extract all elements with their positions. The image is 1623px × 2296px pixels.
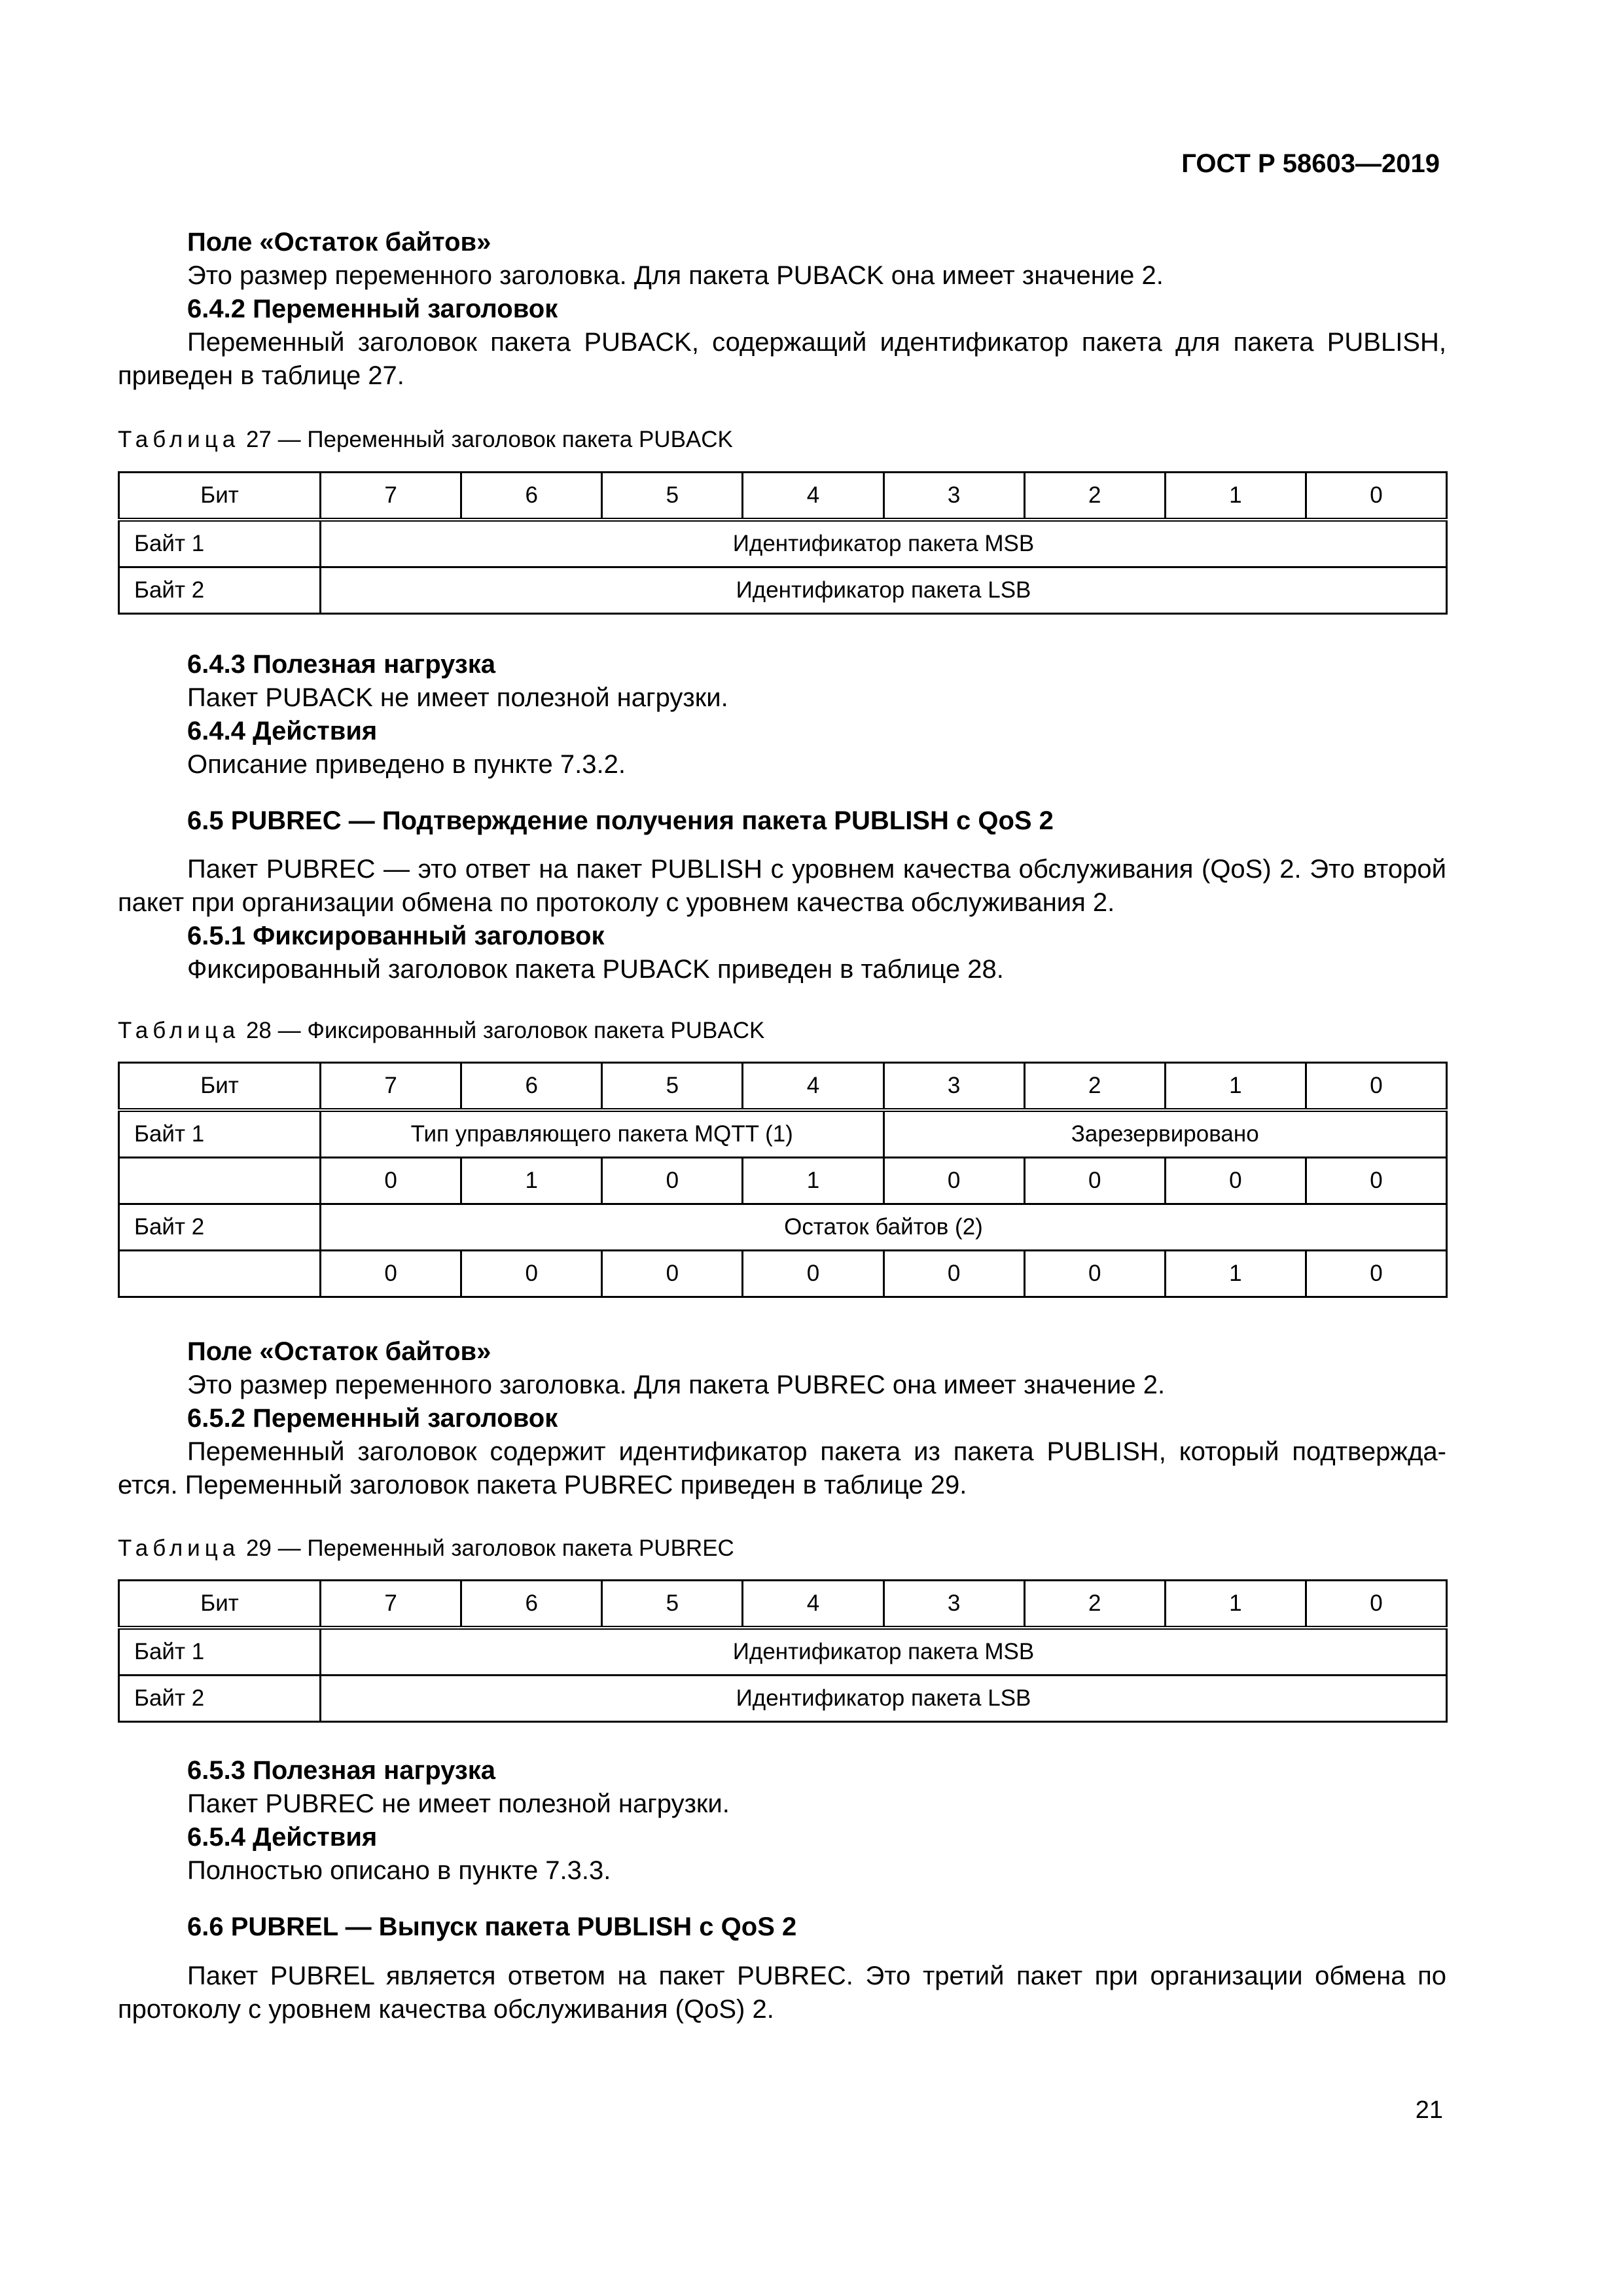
table-cell: 6 bbox=[461, 1581, 602, 1628]
table-cell: Байт 2 bbox=[119, 1676, 321, 1722]
section-6-5-heading: 6.5 PUBREC — Подтверждение получения пакета PUBLISH с QoS 2 bbox=[187, 806, 1054, 835]
section-6-4-3-heading: 6.4.3 Полезная нагрузка bbox=[187, 650, 495, 679]
table-27-caption-word: Таблица bbox=[118, 427, 240, 452]
table-cell: 2 bbox=[1024, 473, 1165, 520]
table-cell: Идентификатор пакета MSB bbox=[321, 520, 1447, 567]
section-6-5-1-heading: 6.5.1 Фиксированный заголовок bbox=[187, 922, 605, 950]
table-28-caption-text: 28 — Фиксированный заголовок пакета PUBACK bbox=[240, 1018, 765, 1043]
table-row bbox=[119, 1158, 1447, 1204]
table-cell: Байт 1 bbox=[119, 1628, 321, 1676]
table-28-caption bbox=[118, 1018, 764, 1044]
table-cell: 2 bbox=[1024, 1063, 1165, 1111]
section-6-4-2-text: Переменный заголовок пакета PUBACK, содержащий идентификатор пакета для пакета PUBLISH, приведен в таблице 27. bbox=[118, 328, 1446, 390]
table-cell: Байт 2 bbox=[119, 567, 321, 614]
page-number: 21 bbox=[1415, 2096, 1443, 2124]
table-row bbox=[119, 1581, 1447, 1628]
section-6-6-text: Пакет PUBREL является ответом на пакет PUBREC. Это третий пакет при организации обмена по протоколу с уровнем качества обслуживания (QoS) 2. bbox=[118, 1962, 1446, 2024]
table-cell: 0 bbox=[1024, 1158, 1165, 1204]
table-27 bbox=[118, 471, 1448, 615]
table-28-caption-word: Таблица bbox=[118, 1018, 240, 1043]
table-row bbox=[119, 1628, 1447, 1676]
section-6-5-3-heading: 6.5.3 Полезная нагрузка bbox=[187, 1756, 495, 1785]
table-cell: 0 bbox=[321, 1251, 461, 1297]
table-cell: 0 bbox=[743, 1251, 883, 1297]
table-cell: Тип управляющего пакета MQTT (1) bbox=[321, 1110, 884, 1158]
table-cell bbox=[119, 1158, 321, 1204]
section-6-4-4-text: Описание приведено в пункте 7.3.2. bbox=[187, 750, 626, 779]
table-cell: 0 bbox=[1306, 1158, 1446, 1204]
section-6-4-3-text: Пакет PUBACK не имеет полезной нагрузки. bbox=[187, 683, 728, 712]
table-cell: Идентификатор пакета MSB bbox=[321, 1628, 1447, 1676]
table-cell: 0 bbox=[1306, 473, 1446, 520]
field-remaining-bytes-text: Это размер переменного заголовка. Для пакета PUBACK она имеет значение 2. bbox=[187, 261, 1164, 290]
table-cell: 3 bbox=[883, 1063, 1024, 1111]
table-cell: 5 bbox=[602, 473, 743, 520]
table-29-caption-word: Таблица bbox=[118, 1535, 240, 1561]
table-cell: 4 bbox=[743, 473, 883, 520]
table-cell: 2 bbox=[1024, 1581, 1165, 1628]
table-29-caption bbox=[118, 1535, 734, 1562]
table-27-caption bbox=[118, 427, 733, 453]
table-cell: 0 bbox=[1306, 1581, 1446, 1628]
table-cell: 6 bbox=[461, 1063, 602, 1111]
table-cell: Бит bbox=[119, 1063, 321, 1111]
table-cell: 1 bbox=[1165, 1581, 1306, 1628]
section-6-4-2-heading: 6.4.2 Переменный заголовок bbox=[187, 295, 558, 323]
field-remaining-bytes-heading: Поле «Остаток байтов» bbox=[187, 228, 491, 257]
table-27-caption-text: 27 — Переменный заголовок пакета PUBACK bbox=[240, 427, 733, 452]
table-row bbox=[119, 1676, 1447, 1722]
document-code: ГОСТ Р 58603—2019 bbox=[1181, 149, 1440, 178]
table-cell: 1 bbox=[461, 1158, 602, 1204]
table-cell: Остаток байтов (2) bbox=[321, 1204, 1447, 1251]
table-29-caption-text: 29 — Переменный заголовок пакета PUBREC bbox=[240, 1535, 734, 1561]
section-6-6-heading: 6.6 PUBREL — Выпуск пакета PUBLISH с QoS 2 bbox=[187, 1912, 797, 1941]
table-cell: 0 bbox=[321, 1158, 461, 1204]
table-cell: 5 bbox=[602, 1063, 743, 1111]
table-cell: 1 bbox=[1165, 1063, 1306, 1111]
table-cell: 0 bbox=[1165, 1158, 1306, 1204]
table-cell: Байт 1 bbox=[119, 520, 321, 567]
table-cell: 0 bbox=[1024, 1251, 1165, 1297]
table-cell: Бит bbox=[119, 1581, 321, 1628]
table-cell: Байт 1 bbox=[119, 1110, 321, 1158]
table-cell: 0 bbox=[461, 1251, 602, 1297]
table-cell: 0 bbox=[1306, 1063, 1446, 1111]
table-row bbox=[119, 473, 1447, 520]
table-cell: 6 bbox=[461, 473, 602, 520]
table-cell: 4 bbox=[743, 1581, 883, 1628]
section-6-4-4-heading: 6.4.4 Действия bbox=[187, 717, 378, 745]
table-cell: 7 bbox=[321, 473, 461, 520]
table-cell: 7 bbox=[321, 1063, 461, 1111]
table-cell: 0 bbox=[1306, 1251, 1446, 1297]
table-cell: 0 bbox=[883, 1158, 1024, 1204]
field-remaining-bytes-text-2: Это размер переменного заголовка. Для пакета PUBREC она имеет значение 2. bbox=[187, 1371, 1166, 1399]
table-row bbox=[119, 520, 1447, 567]
table-cell: Бит bbox=[119, 473, 321, 520]
table-cell: Зарезервировано bbox=[883, 1110, 1447, 1158]
table-cell: 0 bbox=[883, 1251, 1024, 1297]
table-cell: 3 bbox=[883, 1581, 1024, 1628]
table-cell: 1 bbox=[1165, 473, 1306, 520]
table-29 bbox=[118, 1579, 1448, 1723]
table-cell: 5 bbox=[602, 1581, 743, 1628]
table-cell: 3 bbox=[883, 473, 1024, 520]
table-cell: 7 bbox=[321, 1581, 461, 1628]
table-28 bbox=[118, 1062, 1448, 1298]
table-cell: 1 bbox=[743, 1158, 883, 1204]
section-6-5-3-text: Пакет PUBREC не имеет полезной нагрузки. bbox=[187, 1789, 730, 1818]
table-cell: 1 bbox=[1165, 1251, 1306, 1297]
table-cell: Идентификатор пакета LSB bbox=[321, 567, 1447, 614]
table-row bbox=[119, 1063, 1447, 1111]
table-row bbox=[119, 567, 1447, 614]
section-6-5-2-text: Переменный заголовок содержит идентификатор пакета из пакета PUBLISH, который подтвержда-ется. Переменный заголовок пакета PUBREC приведен в таблице 29. bbox=[118, 1437, 1446, 1499]
table-row bbox=[119, 1251, 1447, 1297]
table-cell bbox=[119, 1251, 321, 1297]
table-row bbox=[119, 1204, 1447, 1251]
table-cell: 4 bbox=[743, 1063, 883, 1111]
field-remaining-bytes-heading-2: Поле «Остаток байтов» bbox=[187, 1337, 491, 1366]
table-cell: Байт 2 bbox=[119, 1204, 321, 1251]
table-cell: 0 bbox=[602, 1158, 743, 1204]
section-6-5-text: Пакет PUBREC — это ответ на пакет PUBLISH с уровнем качества обслуживания (QoS) 2. Это второй пакет при организации обмена по протоколу с уровнем качества обслуживания 2. bbox=[118, 855, 1446, 917]
section-6-5-4-text: Полностью описано в пункте 7.3.3. bbox=[187, 1856, 611, 1885]
table-row bbox=[119, 1110, 1447, 1158]
section-6-5-2-heading: 6.5.2 Переменный заголовок bbox=[187, 1404, 558, 1433]
table-cell: 0 bbox=[602, 1251, 743, 1297]
table-cell: Идентификатор пакета LSB bbox=[321, 1676, 1447, 1722]
section-6-5-4-heading: 6.5.4 Действия bbox=[187, 1823, 378, 1852]
section-6-5-1-text: Фиксированный заголовок пакета PUBACK приведен в таблице 28. bbox=[187, 955, 1004, 984]
